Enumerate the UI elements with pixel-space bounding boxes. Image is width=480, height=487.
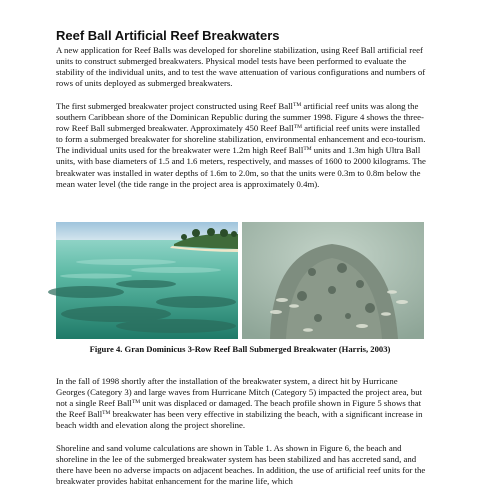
document-title: Reef Ball Artificial Reef Breakwaters bbox=[56, 28, 280, 43]
project-paragraph: The first submerged breakwater project constructed using Reef Ball™ artificial reef units was along the southern Caribbean shore of the Dominican Republic during the summer 1998. Figure 4 shows the three-row Reef Ball submerged breakwater. Approximately 450 Reef Ball™ artificial reef units were installed to form a submerged breakwater for shoreline stabilization, environmental enhancement and eco-tourism. The individual units used for the breakwater were 1.2m high Reef Ball™ units and 1.3m high Ultra Ball units, with base diameters of 1.5 and 1.6 meters, respectively, and masses of 1600 to 2000 kilograms. The breakwater was installed in water depths of 1.6m to 2.0m, so that the units were 0.3m to 0.8m below the mean water level (the tide range in the project area is approximately 0.4m). bbox=[56, 101, 426, 189]
shoreline-paragraph: Shoreline and sand volume calculations are shown in Table 1. As shown in Figure 6, the beach and shoreline in the lee of the submerged breakwater system has been stabilized and has accreted sand, and there have been no adverse impacts on adjacent beaches. In addition, the use of artificial reef units for the breakwater provides habitat enhancement for the marine life, which bbox=[56, 443, 426, 487]
trademark-mark: TM bbox=[303, 146, 312, 153]
reef-ball-underwater-photo bbox=[242, 222, 424, 339]
trademark-mark: TM bbox=[293, 124, 302, 131]
intro-paragraph: A new application for Reef Balls was developed for shoreline stabilization, using Reef Ball artificial reef units to construct submerged breakwaters. Physical model tests have been performed to evaluate the stability of the individual units, and to test the wave attenuation of various configurations and numbers of rows of units deployed as submerged breakwaters. bbox=[56, 45, 426, 89]
hurricane-paragraph: In the fall of 1998 shortly after the installation of the breakwater system, a direct hit by Hurricane Georges (Category 3) and large waves from Hurricane Mitch (Category 5) impacted the project area, but not a single Reef Ball™ unit was displaced or damaged. The beach profile shown in Figure 5 shows that the Reef Ball™ breakwater has been very effective in stabilizing the beach, with a significant increase in beach width and elevation along the project shoreline. bbox=[56, 376, 423, 431]
trademark-mark: TM bbox=[102, 410, 111, 417]
beach-aerial-photo bbox=[56, 222, 238, 339]
trademark-mark: TM bbox=[131, 399, 141, 406]
trademark-mark: TM bbox=[292, 102, 302, 108]
figure-caption: Figure 4. Gran Dominicus 3-Row Reef Ball Submerged Breakwater (Harris, 2003) bbox=[89, 344, 391, 354]
